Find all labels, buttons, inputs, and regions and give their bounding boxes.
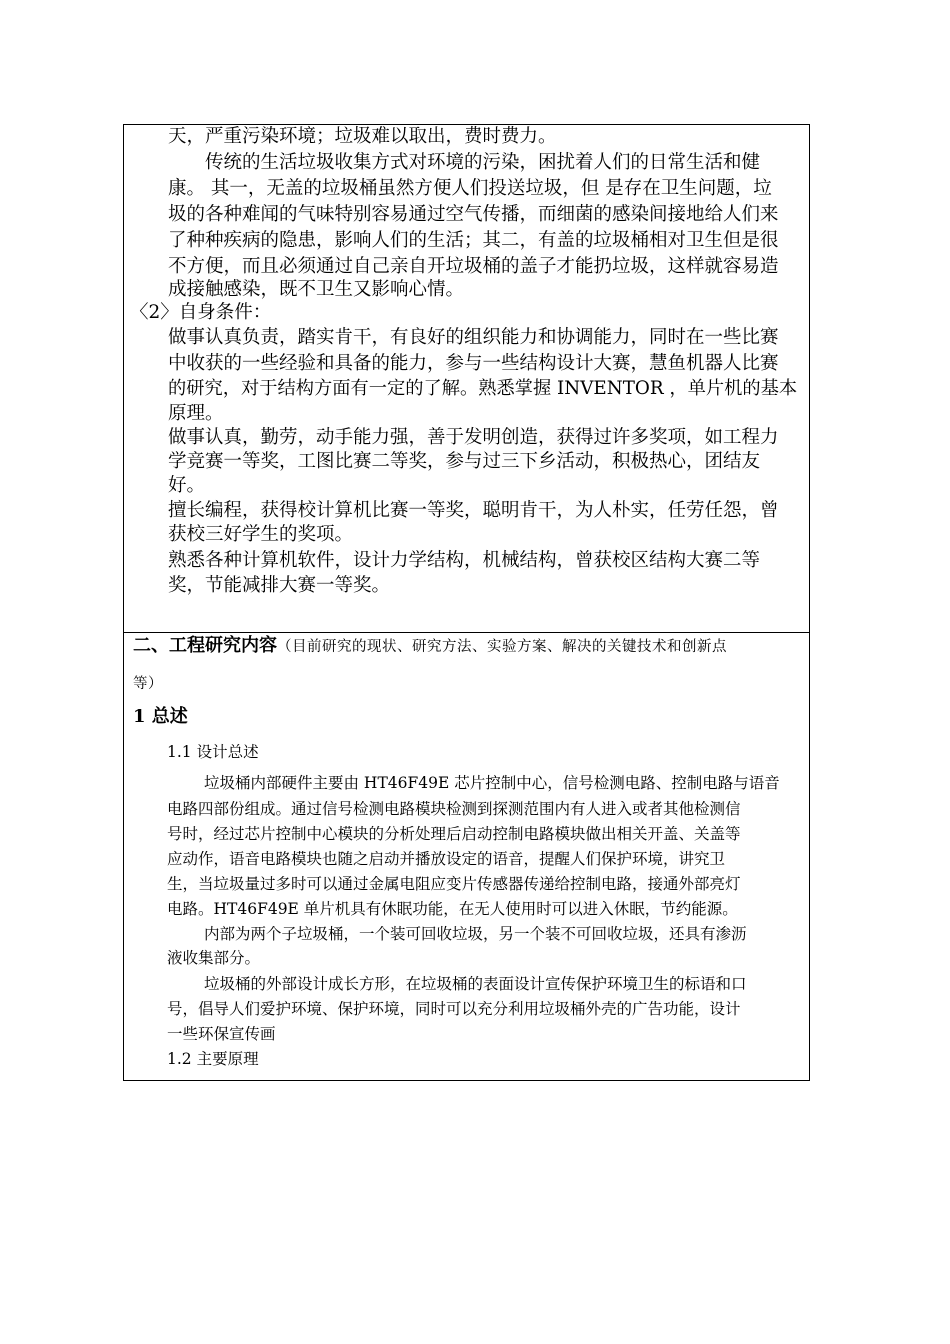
paragraph-line: 奖，节能减排大赛一等奖。 [168, 575, 391, 596]
paragraph-line: 的研究，对于结构方面有一定的了解。熟悉掌握 INVENTOR ，单片机的基本 [168, 378, 798, 399]
paragraph-line: 圾的各种难闻的气味特别容易通过空气传播，而细菌的感染间接地给人们来 [168, 204, 779, 225]
section-heading [133, 634, 727, 659]
paragraph-line: 号，倡导人们爱护环境、保护环境，同时可以充分利用垃圾桶外壳的广告功能，设计 [167, 1000, 741, 1018]
heading-1-1: 1.1 设计总述 [167, 743, 259, 761]
section-heading-note: （目前研究的现状、研究方法、实验方案、解决的关键技术和创新点 [277, 639, 727, 655]
paragraph-line: 电路。HT46F49E 单片机具有休眠功能，在无人使用时可以进入休眠，节约能源。 [167, 900, 738, 918]
paragraph-line: 原理。 [168, 403, 224, 424]
paragraph-line: 生，当垃圾量过多时可以通过金属电阻应变片传感器传递给控制电路，接通外部亮灯 [167, 875, 741, 893]
paragraph-line: 熟悉各种计算机软件，设计力学结构，机械结构，曾获校区结构大赛二等 [168, 550, 761, 571]
paragraph-line: 获校三好学生的奖项。 [168, 524, 354, 545]
paragraph-line: 传统的生活垃圾收集方式对环境的污染，困扰着人们的日常生活和健 [205, 152, 761, 173]
paragraph-line: 号时，经过芯片控制中心模块的分析处理后启动控制电路模块做出相关开盖、关盖等 [167, 825, 741, 843]
paragraph-line: 不方便，而且必须通过自己亲自开垃圾桶的盖子才能扔垃圾，这样就容易造 [168, 256, 779, 277]
heading-1-2: 1.2 主要原理 [167, 1050, 259, 1068]
paragraph-line: 成接触感染，既不卫生又影响心情。 [168, 279, 465, 300]
paragraph-line: 垃圾桶内部硬件主要由 HT46F49E 芯片控制中心，信号检测电路、控制电路与语音 [204, 774, 780, 792]
paragraph-line: 好。 [168, 475, 206, 496]
sub-heading: 〈2〉自身条件： [130, 302, 272, 323]
paragraph-line: 擅长编程，获得校计算机比赛一等奖，聪明肯干，为人朴实，任劳任怨，曾 [168, 500, 779, 521]
paragraph-line: 了种种疾病的隐患，影响人们的生活；其二，有盖的垃圾桶相对卫生但是很 [168, 230, 779, 251]
paragraph-line: 内部为两个子垃圾桶，一个装可回收垃圾，另一个装不可回收垃圾，还具有渗沥 [204, 925, 747, 943]
paragraph-line: 一些环保宣传画 [167, 1025, 276, 1043]
paragraph-line: 做事认真负责，踏实肯干，有良好的组织能力和协调能力，同时在一些比赛 [168, 327, 779, 348]
paragraph-line: 应动作，语音电路模块也随之启动并播放设定的语音，提醒人们保护环境，讲究卫 [167, 850, 726, 868]
paragraph-line: 天，严重污染环境；垃圾难以取出，费时费力。 [168, 126, 557, 147]
paragraph-line: 液收集部分。 [167, 949, 261, 967]
paragraph-line: 做事认真，勤劳，动手能力强，善于发明创造，获得过许多奖项，如工程力 [168, 427, 779, 448]
paragraph-line: 学竞赛一等奖，工图比赛二等奖，参与过三下乡活动，积极热心，团结友 [168, 451, 761, 472]
paragraph-line: 康。 其一，无盖的垃圾桶虽然方便人们投送垃圾，但 是存在卫生问题，垃 [168, 178, 772, 199]
section-heading-note-cont: 等） [133, 676, 163, 692]
heading-1: 1 总述 [133, 706, 188, 727]
section-heading-title: 二、工程研究内容 [133, 635, 277, 656]
paragraph-line: 电路四部份组成。通过信号检测电路模块检测到探测范围内有人进入或者其他检测信 [167, 800, 741, 818]
paragraph-line: 垃圾桶的外部设计成长方形，在垃圾桶的表面设计宣传保护环境卫生的标语和口 [204, 975, 747, 993]
paragraph-line: 中收获的一些经验和具备的能力，参与一些结构设计大赛，慧鱼机器人比赛 [168, 353, 779, 374]
